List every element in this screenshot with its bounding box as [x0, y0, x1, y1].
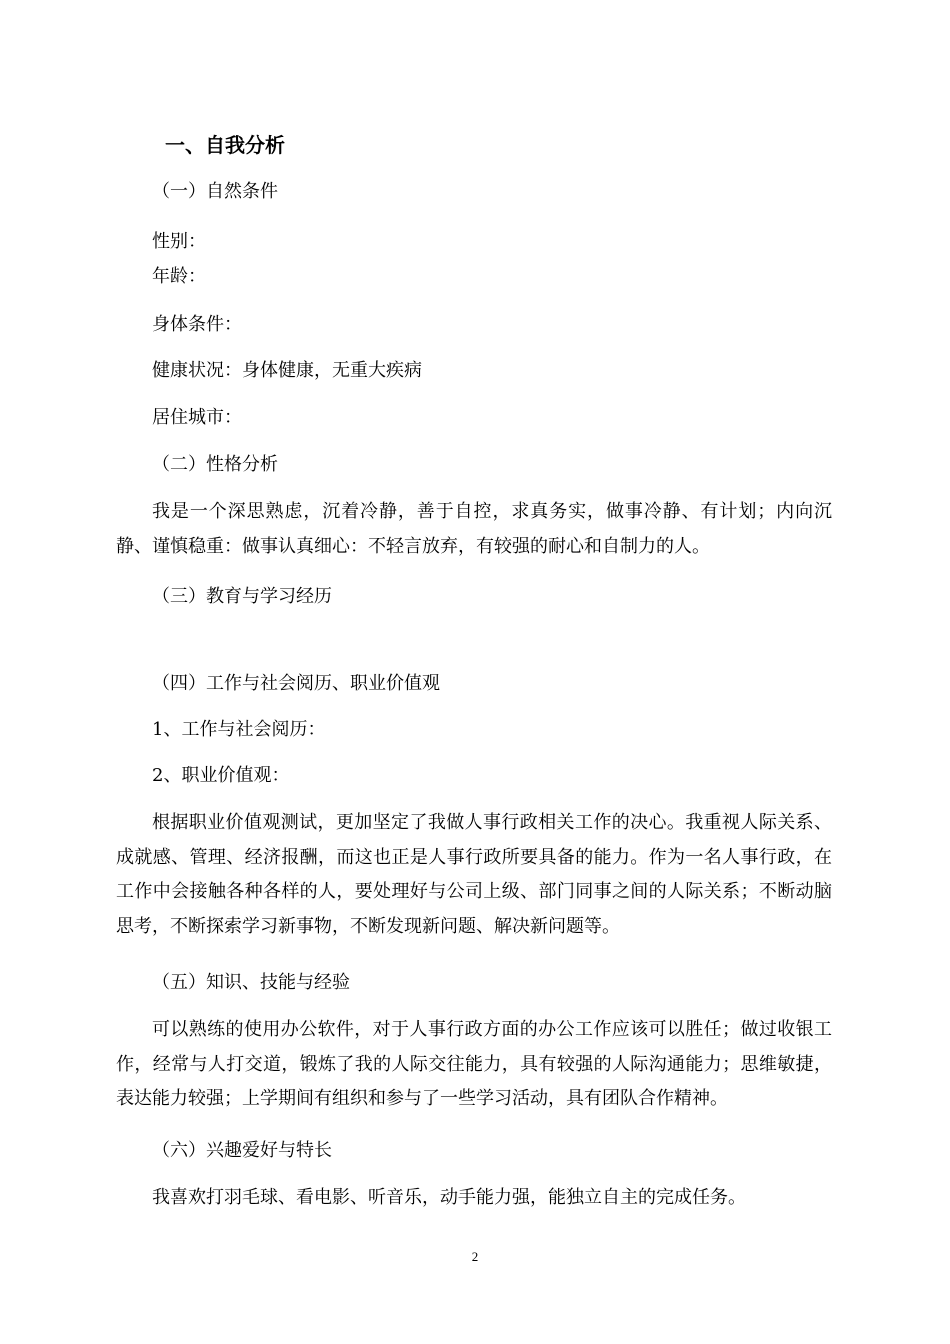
work-values-heading: （四）工作与社会阅历、职业价值观 [152, 673, 440, 694]
education-heading: （三）教育与学习经历 [152, 586, 332, 607]
hobbies-paragraph: 我喜欢打羽毛球、看电影、听音乐，动手能力强，能独立自主的完成任务。 [152, 1187, 746, 1208]
work-experience-item: 1、工作与社会阅历： [152, 719, 326, 740]
personality-paragraph: 我是一个深思熟虑，沉着冷静，善于自控，求真务实，做事冷静、有计划；内向沉静、谨慎稳重：做事认真细心：不轻言放弃，有较强的耐心和自制力的人。 [116, 501, 832, 557]
gender-field: 性别： [152, 231, 206, 252]
natural-conditions-heading: （一）自然条件 [152, 181, 278, 202]
page-number: 2 [471, 1249, 479, 1264]
career-values-paragraph: 根据职业价值观测试，更加坚定了我做人事行政相关工作的决心。我重视人际关系、成就感、管理、经济报酬，而这也正是人事行政所要具备的能力。作为一名人事行政，在工作中会接触各种各样的人，要处理好与公司上级、部门同事之间的人际关系；不断动脑思考，不断探索学习新事物，不断发现新问题、解决新问题等。 [116, 812, 832, 937]
health-status-field: 健康状况：身体健康，无重大疾病 [152, 360, 422, 381]
physical-condition-field: 身体条件： [152, 314, 242, 335]
skills-heading: （五）知识、技能与经验 [152, 972, 350, 993]
hobbies-heading: （六）兴趣爱好与特长 [152, 1140, 332, 1161]
section-title: 一、自我分析 [165, 133, 285, 157]
career-values-item: 2、职业价值观： [152, 765, 290, 786]
skills-paragraph: 可以熟练的使用办公软件，对于人事行政方面的办公工作应该可以胜任；做过收银工作，经常与人打交道，锻炼了我的人际交往能力，具有较强的人际沟通能力；思维敏捷，表达能力较强；上学期间有组织和参与了一些学习活动，具有团队合作精神。 [116, 1019, 832, 1109]
residence-city-field: 居住城市： [152, 407, 242, 428]
personality-heading: （二）性格分析 [152, 454, 278, 475]
age-field: 年龄： [152, 266, 206, 287]
